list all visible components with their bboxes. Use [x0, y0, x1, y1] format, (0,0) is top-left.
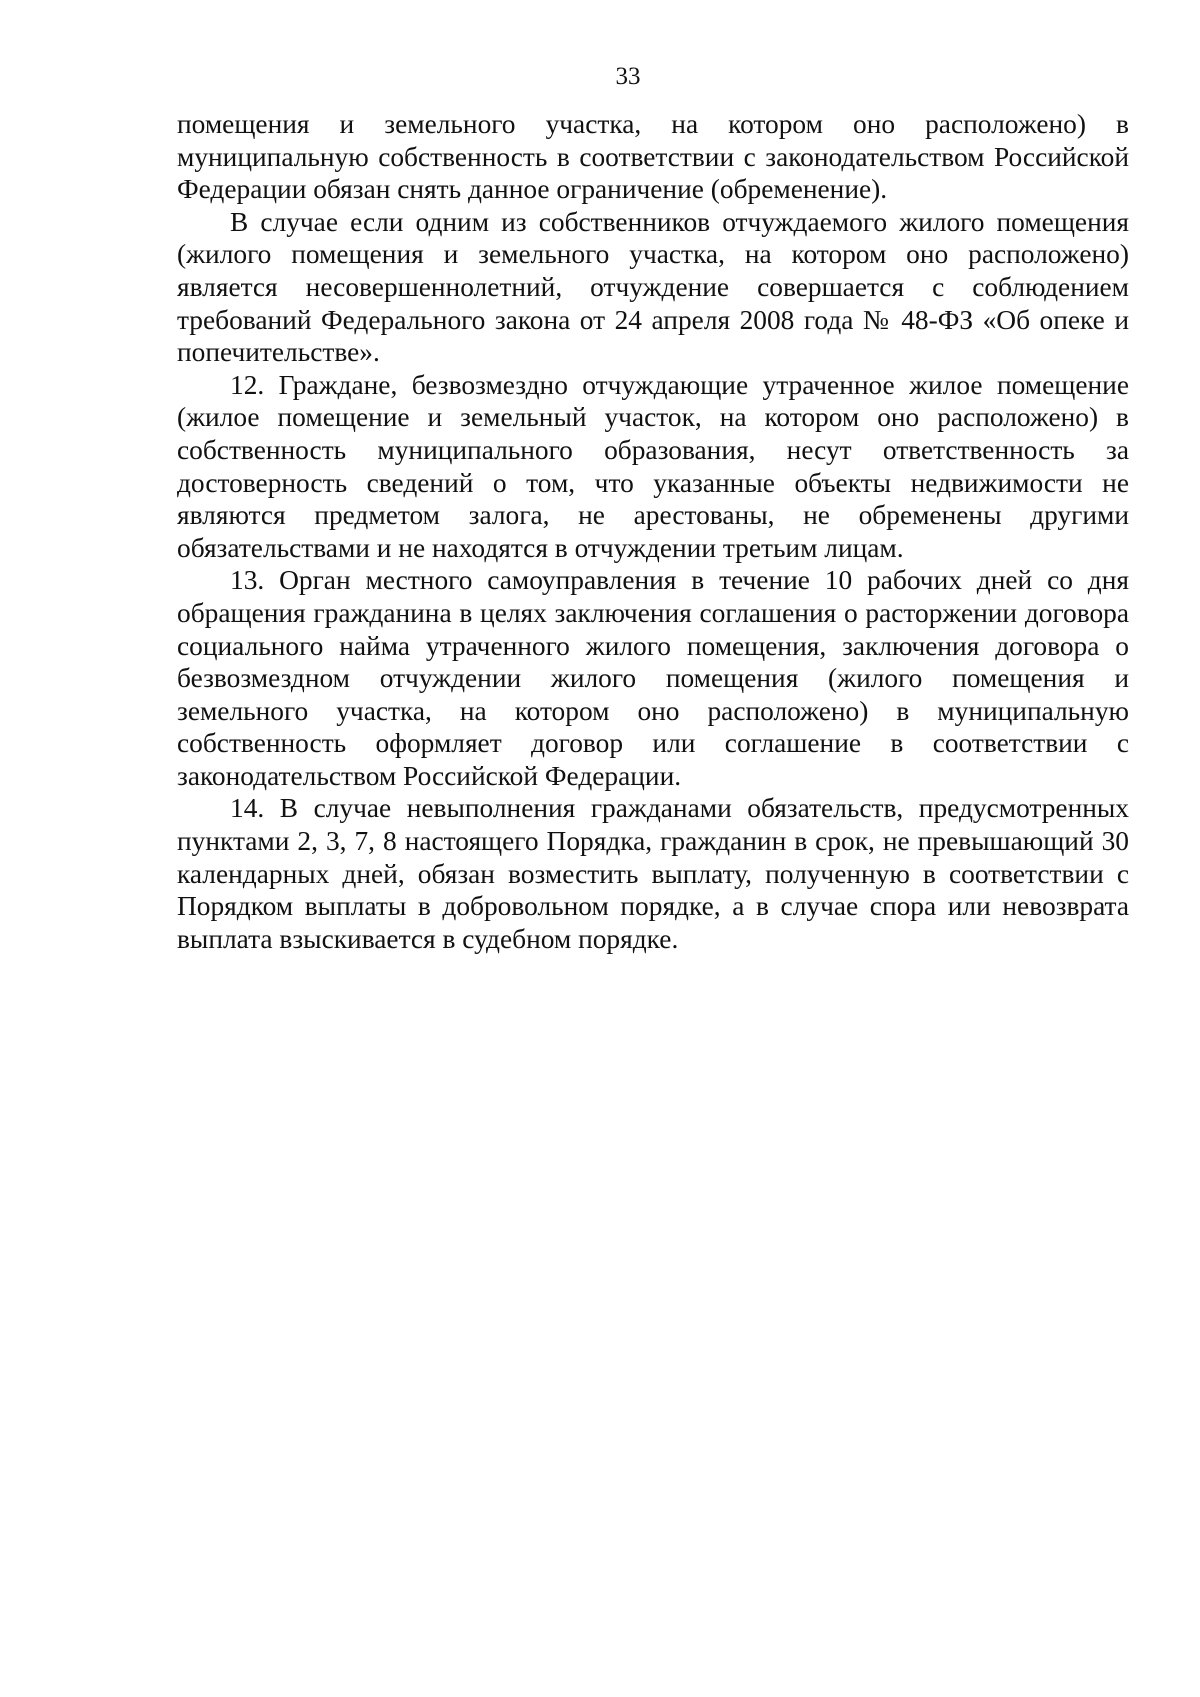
paragraph-continuation: помещения и земельного участка, на котором оно расположено) в муниципальную собственность в соответствии с законодательством Российской Федерации обязан снять данное ограничение (обременение).: [177, 109, 1129, 205]
paragraph-item-14: 14. В случае невыполнения гражданами обязательств, предусмотренных пунктами 2, 3, 7, 8 настоящего Порядка, гражданин в срок, не превышающий 30 календарных дней, обязан возместить выплату, полученную в соответствии с Порядком выплаты в добровольном порядке, а в случае спора или невозврата выплата взыскивается в судебном порядке.: [177, 793, 1129, 954]
document-body: [177, 108, 1129, 955]
page-number: 33: [615, 63, 641, 90]
paragraph-item-12: 12. Граждане, безвозмездно отчуждающие утраченное жилое помещение (жилое помещение и земельный участок, на котором оно расположено) в собственность муниципального образования, несут ответственность за достоверность сведений о том, что указанные объекты недвижимости не являются предметом залога, не арестованы, не обременены другими обязательствами и не находятся в отчуждении третьим лицам.: [177, 369, 1129, 563]
paragraph-minor-owner: В случае если одним из собственников отчуждаемого жилого помещения (жилого помещения и земельного участка, на котором оно расположено) является несовершеннолетний, отчуждение совершается с соблюдением требований Федерального закона от 24 апреля 2008 года № 48-ФЗ «Об опеке и попечительстве».: [177, 206, 1129, 368]
paragraph-item-13: 13. Орган местного самоуправления в течение 10 рабочих дней со дня обращения гражданина в целях заключения соглашения о расторжении договора социального найма утраченного жилого помещения, заключения договора о безвозмездном отчуждении жилого помещения (жилого помещения и земельного участка, на котором оно расположено) в муниципальную собственность оформляет договор или соглашение в соответствии с законодательством Российской Федерации.: [177, 565, 1129, 791]
